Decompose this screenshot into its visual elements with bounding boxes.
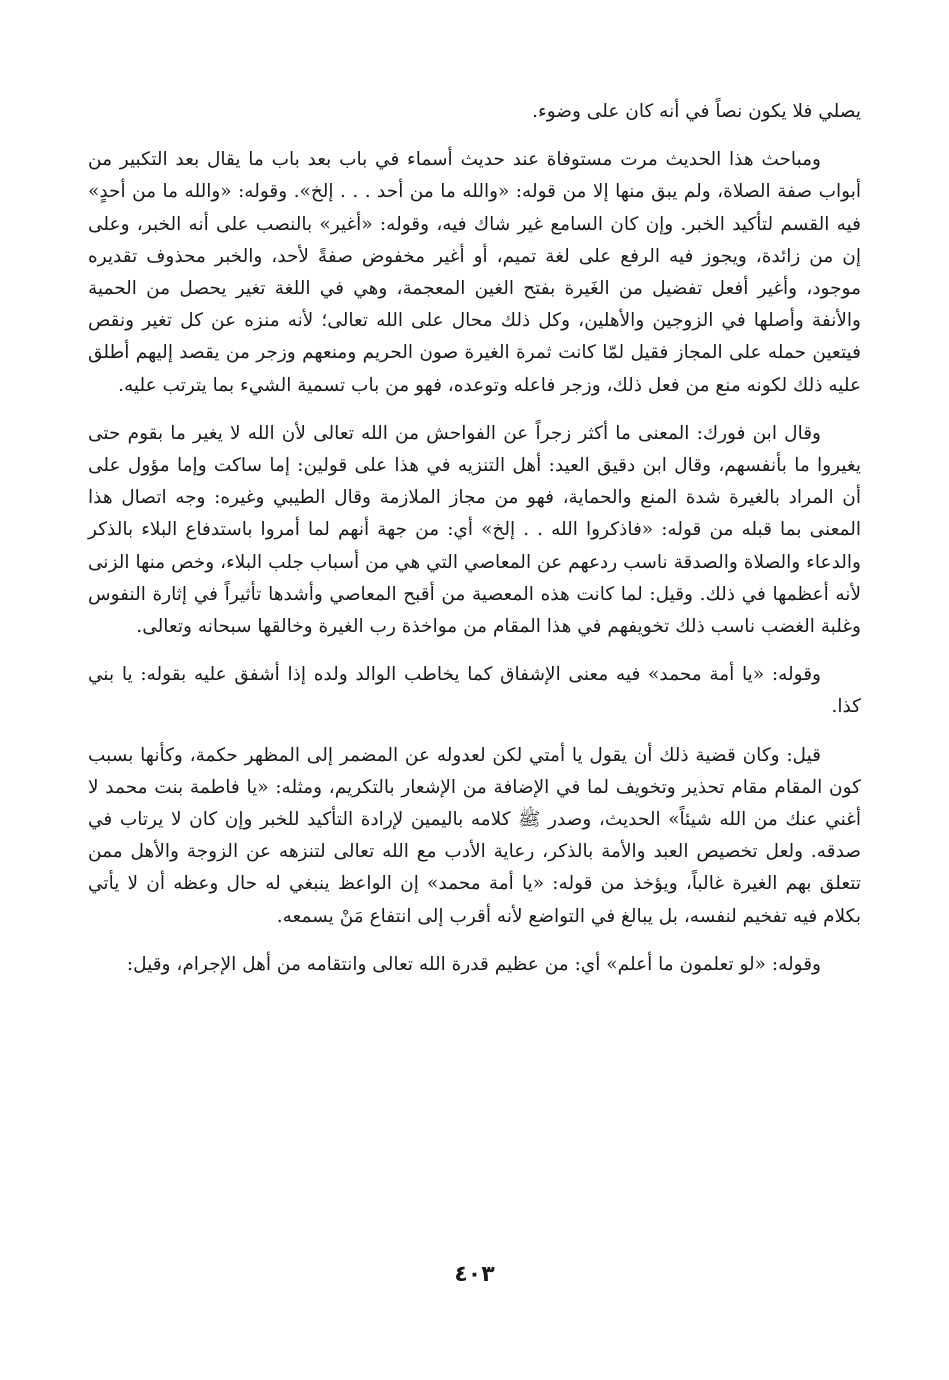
paragraph-2: ومباحث هذا الحديث مرت مستوفاة عند حديث أسماء في باب بعد باب ما يقال بعد التكبير من أبواب صفة الصلاة، ولم يبق منها إلا من قوله: «والله ما من أحد . . . إلخ». وقوله: «والله ما من أحدٍ» فيه القسم لتأكيد الخبر. وإن كان السامع غير شاك فيه، وقوله: «أغير» بالنصب على أنه الخبر، وعلى إن من زائدة، ويجوز فيه الرفع على لغة تميم، أو أغير مخفوض صفةً لأحد، والخبر محذوف تقديره موجود، وأغير أفعل تفضيل من الغَيرة بفتح الغين المعجمة، وهي في اللغة تغير يحصل من الحمية والأنفة وأصلها في الزوجين والأهلين، وكل ذلك محال على الله تعالى؛ لأنه منزه عن كل تغير ونقص فيتعين حمله على المجاز فقيل لمّا كانت ثمرة الغيرة صون الحريم ومنعهم وزجر من يقصد إليهم أطلق عليه ذلك لكونه منع من فعل ذلك، وزجر فاعله وتوعده، فهو من باب تسمية الشيء بما يترتب عليه. xyxy=(88,149,861,396)
paragraph-5: قيل: وكان قضية ذلك أن يقول يا أمتي لكن لعدوله عن المضمر إلى المظهر حكمة، وكأنها بسبب كون المقام مقام تحذير وتخويف لما في الإضافة من الإشعار بالتكريم، ومثله: «يا فاطمة بنت محمد لا أغني عنك من الله شيئاً» الحديث، وصدر ﷺ كلامه باليمين لإرادة التأكيد للخبر وإن كان لا يرتاب في صدقه. ولعل تخصيص العبد والأمة بالذكر، رعاية الأدب مع الله تعالى لتنزهه عن الزوجة والأهل ممن تتعلق بهم الغيرة غالباً، ويؤخذ من قوله: «يا أمة محمد» إن الواعظ ينبغي له حال وعظه أن لا يأتي بكلام فيه تفخيم لنفسه، بل يبالغ في التواضع لأنه أقرب إلى انتفاع مَنْ يسمعه. xyxy=(88,744,861,927)
paragraph-3: وقال ابن فورك: المعنى ما أكثر زجراً عن الفواحش من الله تعالى لأن الله لا يغير ما بقوم حتى يغيروا ما بأنفسهم، وقال ابن دقيق العيد: أهل التنزيه في هذا على قولين: إما ساكت وإما مؤول على أن المراد بالغيرة شدة المنع والحماية، فهو من مجاز الملازمة وقال الطيبي وغيره: وجه اتصال هذا المعنى بما قبله من قوله: «فاذكروا الله . . إلخ» أي: من جهة أنهم لما أمروا باستدفاع البلاء بالذكر والدعاء والصلاة والصدقة ناسب ردعهم عن المعاصي التي هي من أسباب جلب البلاء، وخص منها الزنى لأنه أعظمها في ذلك. وقيل: لما كانت هذه المعصية من أقبح المعاصي وأشدها تأثيراً في إثارة النفوس وغلبة الغضب ناسب ذلك تخويفهم في هذا المقام من مواخذة رب الغيرة وخالقها سبحانه وتعالى. xyxy=(88,422,861,638)
paragraph-4: وقوله: «يا أمة محمد» فيه معنى الإشفاق كما يخاطب الوالد ولده إذا أشفق عليه بقوله: يا بني كذا. xyxy=(88,664,861,718)
page-body-text xyxy=(88,96,861,981)
paragraph-1: يصلي فلا يكون نصاً في أنه كان على وضوء. xyxy=(532,101,861,122)
page-number: ٤٠٣ xyxy=(454,1262,495,1287)
paragraph-6: وقوله: «لو تعلمون ما أعلم» أي: من عظيم قدرة الله تعالى وانتقامه من أهل الإجرام، وقيل: xyxy=(126,953,821,975)
